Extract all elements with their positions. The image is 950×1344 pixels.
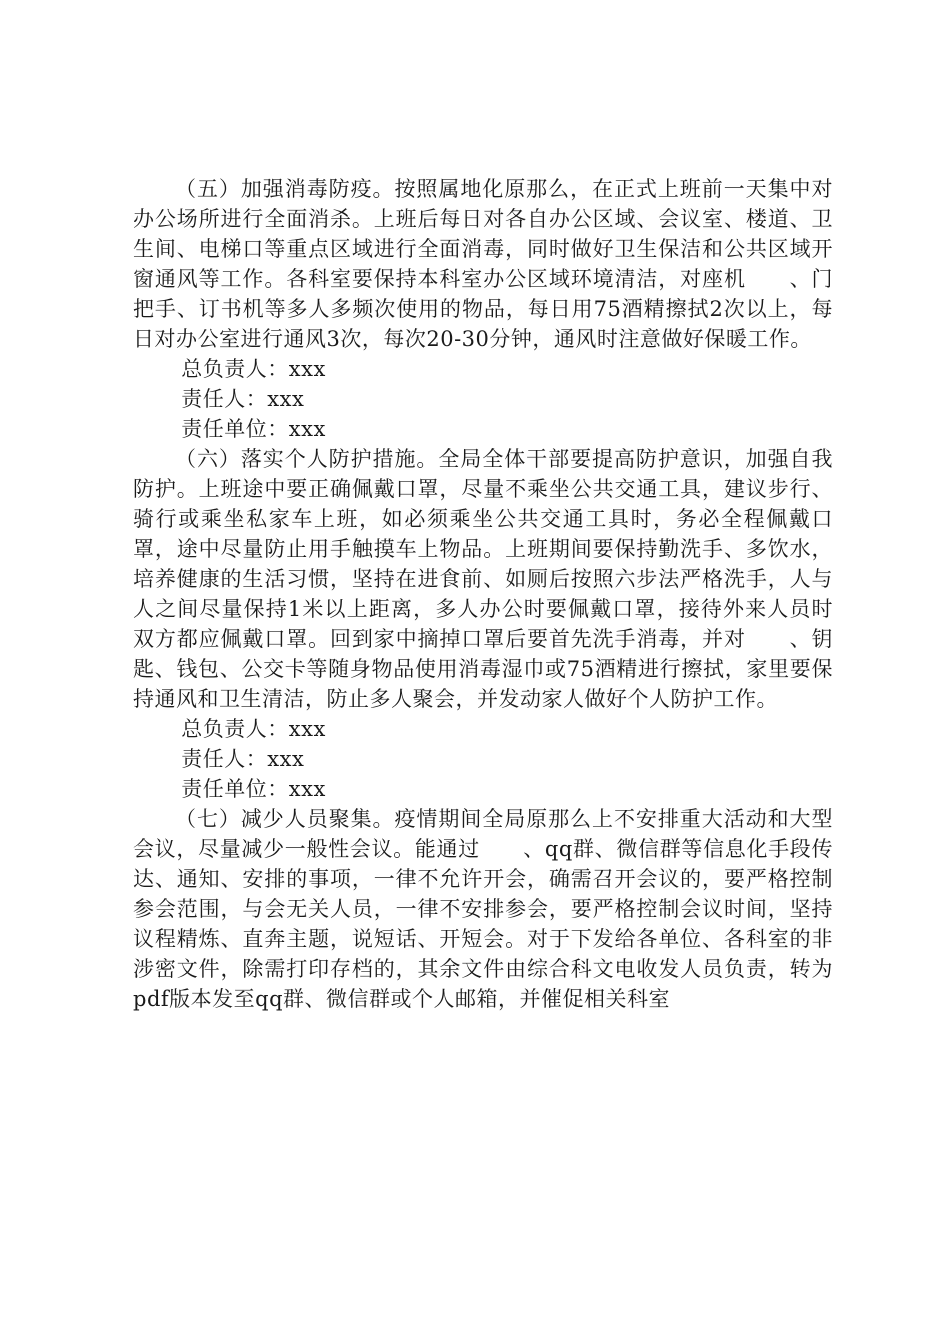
section-5-responsible-unit: 责任单位：xxx	[181, 417, 326, 441]
section-5-paragraph: （五）加强消毒防疫。按照属地化原那么，在正式上班前一天集中对办公场所进行全面消杀。上班后每日对各自办公区域、会议室、楼道、卫生间、电梯口等重点区域进行全面消毒，同时做好卫生保洁和公共区域开窗通风等工作。各科室要保持本科室办公区域环境清洁，对座机 、门把手、订书机等多人多频次使用的物品，每日用75酒精擦拭2次以上，每日对办公室进行通风3次，每次20-30分钟，通风时注意做好保暖工作。	[133, 177, 833, 351]
section-6-responsible-person: 责任人：xxx	[181, 747, 305, 771]
section-6-paragraph: （六）落实个人防护措施。全局全体干部要提高防护意识，加强自我防护。上班途中要正确佩戴口罩，尽量不乘坐公共交通工具，建议步行、骑行或乘坐私家车上班，如必须乘坐公共交通工具时，务必全程佩戴口罩，途中尽量防止用手触摸车上物品。上班期间要保持勤洗手、多饮水，培养健康的生活习惯，坚持在进食前、如厕后按照六步法严格洗手，人与人之间尽量保持1米以上距离，多人办公时要佩戴口罩，接待外来人员时双方都应佩戴口罩。回到家中摘掉口罩后要首先洗手消毒，并对 、钥匙、钱包、公交卡等随身物品使用消毒湿巾或75酒精进行擦拭，家里要保持通风和卫生清洁，防止多人聚会，并发动家人做好个人防护工作。	[133, 447, 833, 711]
section-6-general-responsible: 总负责人：xxx	[181, 717, 326, 741]
section-6-responsible-unit: 责任单位：xxx	[181, 777, 326, 801]
section-5-general-responsible: 总负责人：xxx	[181, 357, 326, 381]
section-5-responsible-person: 责任人：xxx	[181, 387, 305, 411]
section-7-paragraph: （七）减少人员聚集。疫情期间全局原那么上不安排重大活动和大型会议，尽量减少一般性会议。能通过 、qq群、微信群等信息化手段传达、通知、安排的事项，一律不允许开会，确需召开会议的，要严格控制参会范围，与会无关人员，一律不安排参会，要严格控制会议时间，坚持议程精炼、直奔主题，说短话、开短会。对于下发给各单位、各科室的非涉密文件，除需打印存档的，其余文件由综合科文电收发人员负责，转为pdf版本发至qq群、微信群或个人邮箱，并催促相关科室	[133, 807, 833, 1011]
document-body	[133, 174, 833, 1014]
